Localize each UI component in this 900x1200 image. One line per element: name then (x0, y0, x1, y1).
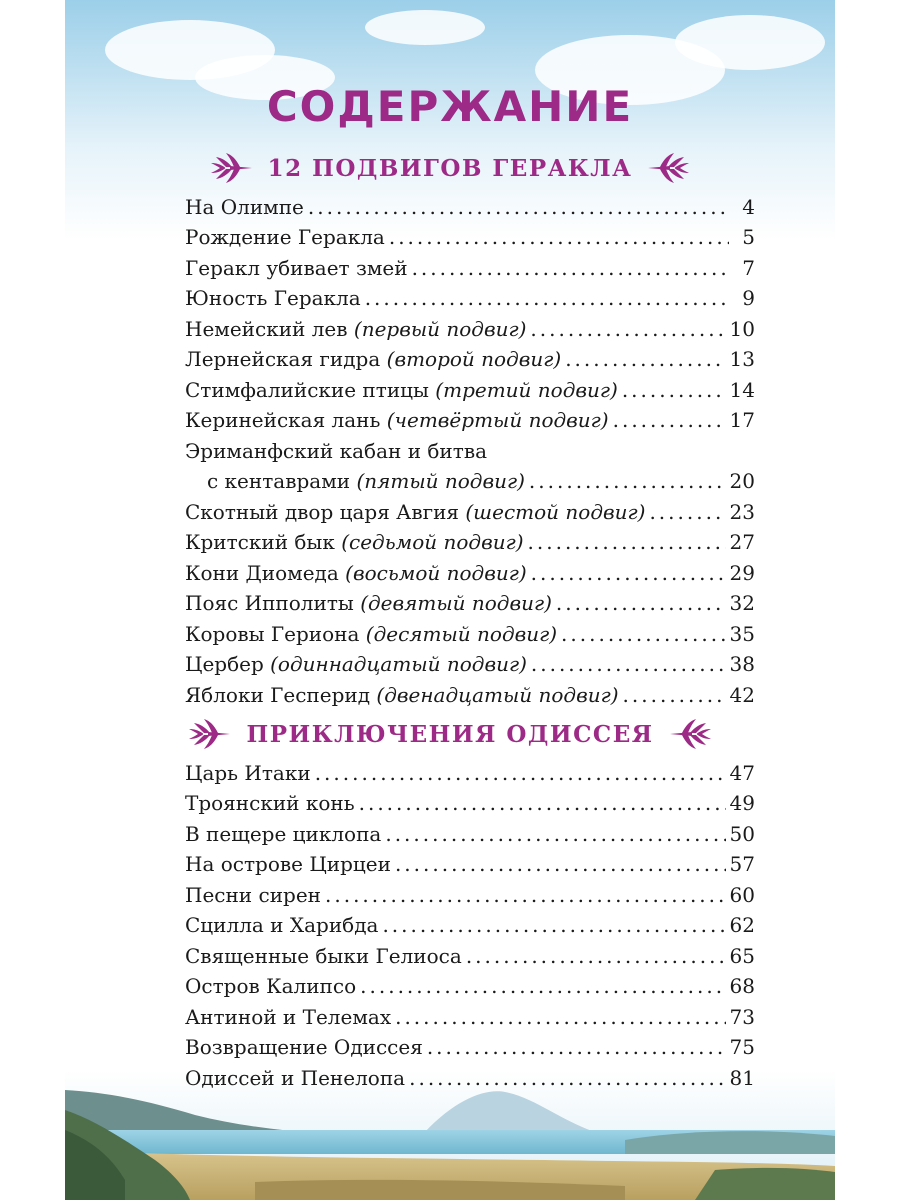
entry-note: (двенадцатый подвиг) (376, 682, 619, 707)
leader-dots (649, 500, 725, 524)
entry-title: Цербер (185, 652, 264, 676)
leader-dots (530, 317, 725, 341)
fern-ornament-icon (646, 151, 690, 185)
leader-dots (528, 530, 726, 554)
leader-dots (315, 761, 726, 785)
page-number: 5 (742, 225, 755, 249)
toc-entry[interactable] (185, 998, 755, 1029)
toc-entry-continuation[interactable] (185, 463, 755, 494)
toc-entry[interactable] (185, 968, 755, 999)
toc-entry[interactable] (185, 646, 755, 677)
fern-ornament-icon (668, 717, 712, 751)
leader-dots (359, 791, 726, 815)
table-of-contents (65, 0, 835, 1200)
leader-dots (325, 883, 726, 907)
entry-title: Критский бык (185, 530, 335, 554)
page-number: 23 (729, 499, 755, 524)
section-heading-text: 12 ПОДВИГОВ ГЕРАКЛА (267, 154, 633, 182)
entry-note: (одиннадцатый подвиг) (270, 652, 527, 676)
page-number: 29 (729, 560, 755, 585)
page-number: 35 (729, 621, 755, 646)
toc-entry[interactable] (185, 402, 755, 433)
toc-entry[interactable] (185, 188, 755, 219)
leader-dots (395, 1005, 725, 1029)
page-number: 50 (729, 821, 755, 846)
entry-note: (восьмой подвиг) (345, 560, 527, 585)
entry-note: (десятый подвиг) (365, 621, 558, 646)
page-number: 62 (729, 913, 755, 937)
entry-title: Керинейская лань (185, 408, 381, 432)
leader-dots (531, 561, 726, 585)
page-number: 13 (729, 347, 755, 371)
leader-dots (308, 195, 729, 219)
toc-entry[interactable] (185, 615, 755, 646)
toc-entry[interactable] (185, 524, 755, 555)
leader-dots (622, 378, 726, 402)
entry-title: Геракл убивает змей (185, 255, 408, 280)
toc-entry[interactable] (185, 341, 755, 372)
page-number: 73 (729, 1004, 755, 1029)
leader-dots (395, 852, 726, 876)
entry-title: Антиной и Телемах (185, 1004, 392, 1029)
toc-entry[interactable] (185, 585, 755, 616)
leader-dots (385, 822, 725, 846)
page-number: 38 (729, 652, 755, 676)
toc-entry[interactable] (185, 937, 755, 968)
page-number: 27 (729, 530, 755, 554)
page-number: 68 (729, 974, 755, 998)
leader-dots (365, 286, 729, 310)
leader-dots (529, 469, 726, 493)
toc-entry[interactable] (185, 846, 755, 877)
leader-dots (623, 683, 726, 707)
entry-title: Стимфалийские птицы (185, 377, 429, 402)
leader-dots (427, 1035, 726, 1059)
toc-entry[interactable] (185, 371, 755, 402)
entry-note: (второй подвиг) (386, 347, 562, 371)
page-number: 7 (742, 255, 755, 280)
leader-dots (556, 591, 726, 615)
page-number: 20 (729, 469, 755, 493)
entry-title: Рождение Геракла (185, 225, 385, 249)
entry-note: (шестой подвиг) (465, 499, 646, 524)
leader-dots (360, 974, 725, 998)
entry-title: Юность Геракла (185, 286, 361, 310)
toc-entry[interactable] (185, 785, 755, 816)
entry-title: Возвращение Одиссея (185, 1035, 423, 1059)
page-number: 32 (729, 591, 755, 615)
toc-entry[interactable] (185, 815, 755, 846)
page-number: 42 (729, 682, 755, 707)
leader-dots (531, 652, 726, 676)
toc-list-odysseus (185, 754, 755, 1090)
entry-title: Эриманфский кабан и битва (185, 438, 488, 463)
toc-entry[interactable] (185, 310, 755, 341)
entry-title: В пещере циклопа (185, 821, 382, 846)
toc-entry[interactable] (185, 249, 755, 280)
fern-ornament-icon (210, 151, 254, 185)
section-heading-odysseus (65, 714, 835, 754)
toc-list-heracles (185, 188, 755, 707)
toc-entry[interactable] (185, 754, 755, 785)
leader-dots (466, 944, 726, 968)
entry-note: (девятый подвиг) (360, 591, 552, 615)
page-number: 75 (729, 1035, 755, 1059)
entry-title: Песни сирен (185, 882, 321, 907)
entry-title: Одиссей и Пенелопа (185, 1065, 406, 1090)
toc-entry[interactable] (185, 280, 755, 311)
leader-dots (412, 256, 729, 280)
leader-dots (565, 347, 725, 371)
entry-title: Троянский конь (185, 791, 355, 815)
entry-note: (четвёртый подвиг) (386, 408, 609, 432)
fern-ornament-icon (188, 717, 232, 751)
entry-title: Лернейская гидра (185, 347, 381, 371)
page-number: 14 (729, 377, 755, 402)
entry-title: Немейский лев (185, 316, 348, 341)
book-page (65, 0, 835, 1200)
entry-note: (пятый подвиг) (356, 469, 525, 493)
entry-note: (первый подвиг) (353, 316, 527, 341)
toc-entry[interactable] (185, 219, 755, 250)
entry-title: Яблоки Гесперид (185, 682, 371, 707)
entry-title: На Олимпе (185, 194, 304, 219)
entry-title: Кони Диомеда (185, 560, 339, 585)
page-number: 4 (742, 194, 755, 219)
leader-dots (613, 408, 726, 432)
section-heading-heracles (65, 148, 835, 188)
toc-entry[interactable] (185, 1059, 755, 1090)
entry-title: Сцилла и Харибда (185, 913, 379, 937)
leader-dots (409, 1066, 725, 1090)
entry-title: Священные быки Гелиоса (185, 943, 462, 968)
entry-note: (третий подвиг) (435, 377, 618, 402)
entry-title: Пояс Ипполиты (185, 591, 354, 615)
leader-dots (389, 225, 729, 249)
leader-dots (382, 913, 725, 937)
toc-entry[interactable] (185, 493, 755, 524)
page-number: 60 (729, 882, 755, 907)
entry-title: с кентаврами (207, 469, 351, 493)
entry-title: Царь Итаки (185, 760, 311, 785)
entry-title: Остров Калипсо (185, 974, 357, 998)
entry-title: Коровы Гериона (185, 621, 360, 646)
page-title: СОДЕРЖАНИЕ (266, 82, 634, 131)
entry-title: Скотный двор царя Авгия (185, 499, 460, 524)
page-number: 57 (729, 852, 755, 876)
page-number: 47 (729, 760, 755, 785)
section-heading-text: ПРИКЛЮЧЕНИЯ ОДИССЕЯ (246, 720, 654, 748)
page-number: 81 (729, 1065, 755, 1090)
entry-title: На острове Цирцеи (185, 852, 391, 876)
toc-entry-first-line[interactable] (185, 432, 755, 463)
page-number: 10 (729, 316, 755, 341)
leader-dots (561, 622, 726, 646)
toc-entry[interactable] (185, 1029, 755, 1060)
toc-entry[interactable] (185, 554, 755, 585)
page-number: 17 (729, 408, 755, 432)
toc-entry[interactable] (185, 907, 755, 938)
toc-entry[interactable] (185, 876, 755, 907)
page-number: 49 (729, 791, 755, 815)
page-number: 65 (729, 943, 755, 968)
toc-entry[interactable] (185, 676, 755, 707)
entry-note: (седьмой подвиг) (341, 530, 524, 554)
page-number: 9 (742, 286, 755, 310)
